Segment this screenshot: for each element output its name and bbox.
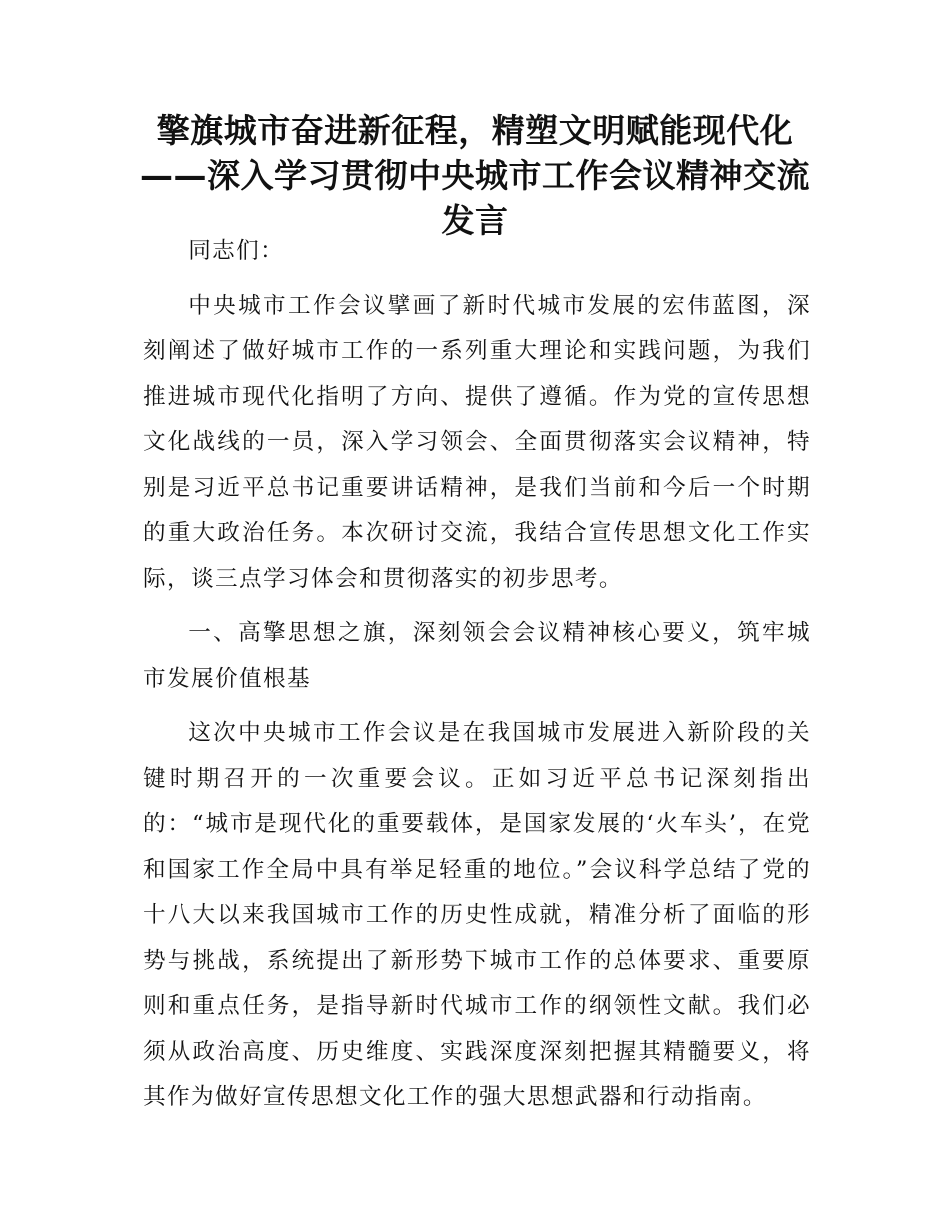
- document-body: [143, 229, 811, 1130]
- salutation: 同志们：: [188, 238, 285, 264]
- document-title: 擎旗城市奋进新征程，精塑文明赋能现代化——深入学习贯彻中央城市工作会议精神交流发言: [140, 111, 810, 240]
- section-heading-1: 一、高擎思想之旗，深刻领会会议精神核心要义，筑牢城市发展价值根基: [143, 620, 811, 692]
- paragraph-intro: 中央城市工作会议擘画了新时代城市发展的宏伟蓝图，深刻阐述了做好城市工作的一系列重大理论和实践问题，为我们推进城市现代化指明了方向、提供了遵循。作为党的宣传思想文化战线的一员，深入学习领会、全面贯彻落实会议精神，特别是习近平总书记重要讲话精神，是我们当前和今后一个时期的重大政治任务。本次研讨交流，我结合宣传思想文化工作实际，谈三点学习体会和贯彻落实的初步思考。: [143, 292, 811, 592]
- paragraph-section-1: 这次中央城市工作会议是在我国城市发展进入新阶段的关键时期召开的一次重要会议。正如习近平总书记深刻指出的：“城市是现代化的重要载体，是国家发展的‘火车头’，在党和国家工作全局中具有举足轻重的地位。”会议科学总结了党的十八大以来我国城市工作的历史性成就，精准分析了面临的形势与挑战，系统提出了新形势下城市工作的总体要求、重要原则和重点任务，是指导新时代城市工作的纲领性文献。我们必须从政治高度、历史维度、实践深度深刻把握其精髓要义，将其作为做好宣传思想文化工作的强大思想武器和行动指南。: [143, 720, 811, 1110]
